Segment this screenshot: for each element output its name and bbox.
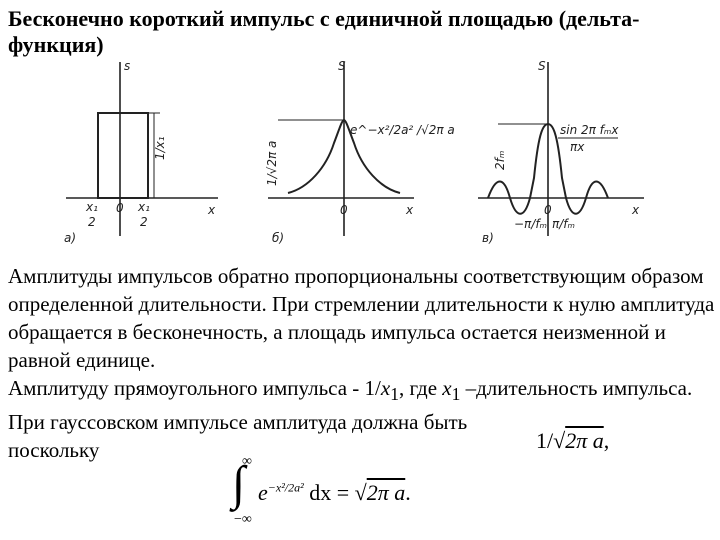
panel-a-right-tick-den: 2 [140,215,148,229]
panel-b-caption: б) [272,231,285,245]
panel-a-left-tick-num: x₁ [86,200,98,214]
amplitude-formula: 1/√2π a, [536,428,610,453]
panel-b-height-label: 1/√2π a [265,140,279,186]
panel-a-height-label: 1/x₁ [153,136,167,160]
panel-b-x-label: x [406,203,414,217]
paragraph-2: Амплитуду прямоугольного импульса - $1/x_1$, где $x_1$ –длительность импульса. [8,376,693,405]
paragraph-1: Амплитуды импульсов обратно пропорциональны соответствующим образом определенной длительности. При стремлении длительности к нулю амплитуда обращается в бесконечность, а площадь импульса остается неизменной и равной единице. [8,264,715,372]
panel-a-caption: а) [64,231,77,245]
body-text [8,262,716,464]
panel-b-zero: 0 [340,203,348,217]
panel-c-left-tick: −π/fₘ [514,217,548,231]
panel-a-right-tick-num: x₁ [138,200,150,214]
panel-b-curve-label: e^−x²/2a² /√2π a [350,123,455,137]
integral-lower-limit: −∞ [234,512,252,527]
paragraph-3: При гауссовском импульсе амплитуда должна быть [8,410,468,435]
panel-c-zero: 0 [544,203,552,217]
panel-a-x-label: x [208,203,216,217]
pulse-figure [58,58,654,250]
pulse-diagrams [58,58,654,250]
panel-c-x-label: x [632,203,640,217]
panel-b-y-label: S [338,59,346,73]
panel-c-caption: в) [482,231,494,245]
panel-c-y-label: S [538,59,546,73]
panel-c-curve-num: sin 2π fₘx [560,123,619,137]
panel-c-height-label: 2fₘ [493,150,507,170]
paragraph-4: поскольку [8,438,100,463]
panel-c-curve-den: πx [570,140,585,154]
panel-a-zero: 0 [116,201,124,215]
slide-title: Бесконечно короткий импульс с единичной площадью (дельта-функция) [8,6,640,57]
panel-c-right-tick: π/fₘ [552,217,575,231]
integral-upper-limit: ∞ [242,454,252,469]
panel-a-y-label: s [124,59,131,73]
panel-a-pulse [98,113,148,198]
panel-a-left-tick-den: 2 [88,215,96,229]
integral-sign: ∫ [232,457,246,510]
integrand: $e^{-x^2/2a^2}$ dx = √2π a. [258,480,411,505]
